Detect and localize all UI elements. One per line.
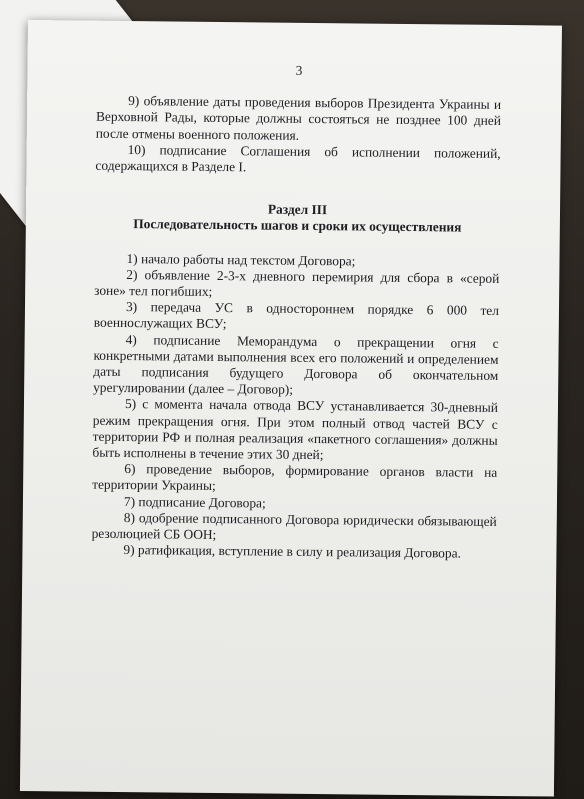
list-item: 3) передача УС в одностороннем порядке 6 000 тел военнослужащих ВСУ; bbox=[93, 299, 500, 332]
list-item: 6) проведение выборов, формирование органов власти на территории Украины; bbox=[92, 461, 498, 494]
page-number: 3 bbox=[295, 62, 303, 78]
list-item: 10) подписание Соглашения об исполнении положений, содержащихся в Разделе I. bbox=[95, 141, 501, 175]
list-item: 1) начало работы над текстом Договора; bbox=[126, 250, 356, 269]
list-item: 9) ратификация, вступление в силу и реализация Договора. bbox=[123, 542, 461, 561]
list-item: 4) подписание Меморандума о прекращении огня с конкретными датами выполнения всех его положений и определением даты подписания будущего Договора об окончательном урегулировании (далее – Договор); bbox=[93, 331, 499, 398]
section-title: Раздел III bbox=[267, 201, 328, 218]
list-item: 2) объявление 2-3-х дневного перемирия для сбора в «серой зоне» тел погибших; bbox=[94, 266, 500, 299]
page-content bbox=[91, 61, 501, 563]
list-item: 5) с момента начала отвода ВСУ устанавливается 30-дневный режим прекращения огня. При этом полный отвод частей ВСУ с территории РФ и полная реализация «пакетного соглашения» должны быть исполнены в течение этих 30 дней; bbox=[92, 396, 499, 463]
document-page bbox=[20, 20, 562, 797]
list-item: 9) объявление даты проведения выборов Президента Украины и Верховной Рады, которые должны состояться не позднее 100 дней после отмены военного положения. bbox=[95, 93, 502, 143]
list-item: 8) одобрение подписанного Договора юридически обязывающей резолюцией СБ ООН; bbox=[91, 509, 497, 543]
list-item: 7) подписание Договора; bbox=[123, 493, 266, 511]
section-subtitle: Последовательность шагов и сроки их осуществления bbox=[133, 216, 462, 235]
